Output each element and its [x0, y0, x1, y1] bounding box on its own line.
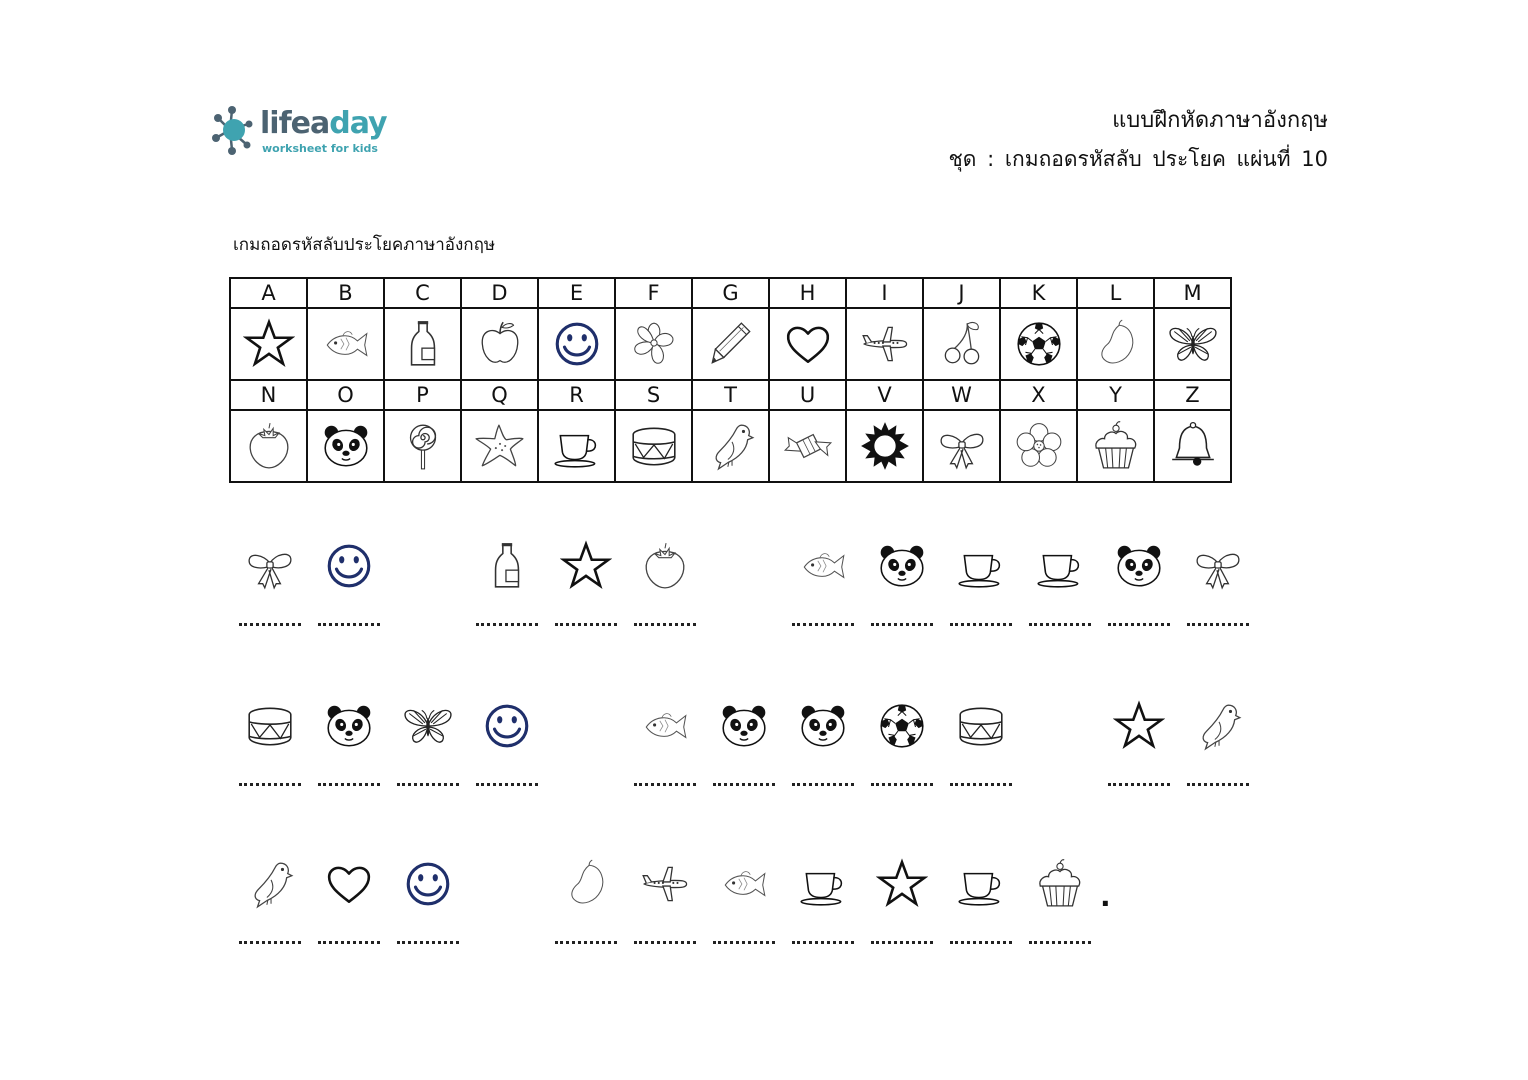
panda-icon — [876, 540, 928, 592]
puzzle-cell — [467, 540, 546, 592]
answer-blank[interactable] — [1187, 783, 1249, 786]
key-symbol-cell — [923, 308, 1000, 380]
answer-blank[interactable] — [950, 941, 1012, 944]
mango-icon — [560, 858, 612, 910]
answer-blank[interactable] — [1029, 623, 1091, 626]
key-letter: J — [923, 278, 1000, 308]
key-symbol-cell — [230, 308, 307, 380]
puzzle-cell — [862, 858, 941, 910]
key-letter: S — [615, 380, 692, 410]
airplane-icon — [859, 318, 911, 370]
answer-blank[interactable] — [792, 623, 854, 626]
key-letter: K — [1000, 278, 1077, 308]
key-letter: T — [692, 380, 769, 410]
puzzle-cell — [1020, 858, 1099, 910]
drum-icon — [955, 700, 1007, 752]
star-icon — [876, 858, 928, 910]
answer-blank[interactable] — [318, 623, 380, 626]
key-symbol-cell — [1154, 308, 1231, 380]
answer-blank[interactable] — [1029, 941, 1091, 944]
logo-wordmark: lifeaday — [260, 106, 387, 141]
puzzle-row — [0, 858, 1528, 978]
smiley-icon — [402, 858, 454, 910]
answer-blank[interactable] — [950, 623, 1012, 626]
answer-blank[interactable] — [239, 783, 301, 786]
key-symbol-cell — [846, 308, 923, 380]
bird-icon — [705, 420, 757, 472]
answer-blank[interactable] — [792, 783, 854, 786]
answer-blank[interactable] — [950, 783, 1012, 786]
key-symbol-cell — [769, 410, 846, 482]
puzzle-cell — [1020, 540, 1099, 592]
fish-icon — [639, 700, 691, 752]
drum-icon — [244, 700, 296, 752]
answer-blank[interactable] — [555, 941, 617, 944]
puzzle-cell — [783, 858, 862, 910]
key-symbol-cell — [461, 308, 538, 380]
fish-icon — [320, 318, 372, 370]
smiley-icon — [481, 700, 533, 752]
answer-blank[interactable] — [871, 941, 933, 944]
bottle-icon — [397, 318, 449, 370]
puzzle-cell — [230, 858, 309, 910]
puzzle-cell — [230, 540, 309, 592]
answer-blank[interactable] — [555, 623, 617, 626]
bow-icon — [1192, 540, 1244, 592]
key-symbol-cell — [1000, 308, 1077, 380]
key-letter: A — [230, 278, 307, 308]
key-letter: D — [461, 278, 538, 308]
puzzle-cell — [783, 700, 862, 752]
puzzle-cell — [862, 700, 941, 752]
bell-icon — [1167, 420, 1219, 472]
answer-blank[interactable] — [476, 783, 538, 786]
puzzle-cell — [862, 540, 941, 592]
cup-icon — [955, 540, 1007, 592]
key-symbol-cell — [461, 410, 538, 482]
puzzle-cell — [941, 858, 1020, 910]
puzzle-cell — [704, 858, 783, 910]
heart-icon — [323, 858, 375, 910]
butterfly-icon — [1167, 318, 1219, 370]
puzzle-cell — [388, 858, 467, 910]
puzzle-cell — [625, 858, 704, 910]
bow-icon — [936, 420, 988, 472]
smiley-icon — [323, 540, 375, 592]
puzzle-cell — [941, 700, 1020, 752]
worksheet-title: แบบฝึกหัดภาษาอังกฤษ — [1112, 108, 1328, 133]
key-symbol-cell — [384, 308, 461, 380]
flower-icon — [628, 318, 680, 370]
key-symbol-cell — [692, 410, 769, 482]
answer-blank[interactable] — [318, 783, 380, 786]
cherry-icon — [936, 318, 988, 370]
puzzle-cell — [546, 540, 625, 592]
key-symbol-cell — [769, 308, 846, 380]
panda-icon — [797, 700, 849, 752]
strawberry-icon — [243, 420, 295, 472]
blossom-icon — [1013, 420, 1065, 472]
panda-icon — [1113, 540, 1165, 592]
key-letter: W — [923, 380, 1000, 410]
puzzle-cell — [309, 858, 388, 910]
starfish-icon — [474, 420, 526, 472]
key-letter: B — [307, 278, 384, 308]
answer-blank[interactable] — [634, 623, 696, 626]
answer-blank[interactable] — [634, 783, 696, 786]
instruction-text: เกมถอดรหัสลับประโยคภาษาอังกฤษ — [233, 235, 496, 255]
answer-blank[interactable] — [239, 941, 301, 944]
key-letter: X — [1000, 380, 1077, 410]
apple-icon — [474, 318, 526, 370]
candy-icon — [782, 420, 834, 472]
star-icon — [243, 318, 295, 370]
heart-icon — [782, 318, 834, 370]
key-symbol-cell — [307, 308, 384, 380]
answer-blank[interactable] — [1108, 783, 1170, 786]
smiley-icon — [551, 318, 603, 370]
panda-icon — [323, 700, 375, 752]
puzzle-cell — [467, 700, 546, 752]
logo — [210, 104, 410, 160]
cupcake-icon — [1090, 420, 1142, 472]
key-letter: C — [384, 278, 461, 308]
puzzle-cell — [1099, 540, 1178, 592]
key-symbol-cell — [1077, 308, 1154, 380]
key-symbol-cell — [1000, 410, 1077, 482]
key-symbol-cell — [846, 410, 923, 482]
puzzle-cell — [309, 700, 388, 752]
puzzle-cell — [625, 700, 704, 752]
key-letter-row — [230, 380, 1231, 410]
strawberry-icon — [639, 540, 691, 592]
key-symbol-cell — [538, 410, 615, 482]
puzzle-cell — [783, 540, 862, 592]
key-letter: V — [846, 380, 923, 410]
puzzle-cell — [704, 700, 783, 752]
mango-icon — [1090, 318, 1142, 370]
answer-blank[interactable] — [1187, 623, 1249, 626]
cipher-key-table — [229, 277, 1232, 483]
bottle-icon — [481, 540, 533, 592]
drum-icon — [628, 420, 680, 472]
puzzle-cell — [941, 540, 1020, 592]
star-icon — [1113, 700, 1165, 752]
key-letter: Q — [461, 380, 538, 410]
puzzle-cell — [1178, 540, 1257, 592]
key-symbol-cell — [615, 410, 692, 482]
answer-blank[interactable] — [713, 783, 775, 786]
answer-blank[interactable] — [318, 941, 380, 944]
bow-icon — [244, 540, 296, 592]
key-icon-row — [230, 410, 1231, 482]
answer-blank[interactable] — [871, 623, 933, 626]
key-letter: G — [692, 278, 769, 308]
cup-icon — [955, 858, 1007, 910]
molecule-dots-icon — [210, 104, 260, 156]
puzzle-cell — [1178, 700, 1257, 752]
sun-icon — [859, 420, 911, 472]
bird-icon — [1192, 700, 1244, 752]
key-symbol-cell — [923, 410, 1000, 482]
puzzle-cell — [625, 540, 704, 592]
soccer-ball-icon — [1013, 318, 1065, 370]
key-letter: E — [538, 278, 615, 308]
cupcake-icon — [1034, 858, 1086, 910]
puzzle-cell — [309, 540, 388, 592]
puzzle-row — [0, 700, 1528, 820]
key-symbol-cell — [384, 410, 461, 482]
panda-icon — [718, 700, 770, 752]
key-icon-row — [230, 308, 1231, 380]
logo-subtitle: worksheet for kids — [262, 142, 378, 155]
butterfly-icon — [402, 700, 454, 752]
key-symbol-cell — [615, 308, 692, 380]
pencil-icon — [705, 318, 757, 370]
fish-icon — [797, 540, 849, 592]
worksheet-set-line: ชุด : เกมถอดรหัสลับ ประโยค แผ่นที่ 10 — [948, 147, 1328, 171]
key-letter: F — [615, 278, 692, 308]
key-letter: Y — [1077, 380, 1154, 410]
bird-icon — [244, 858, 296, 910]
lollipop-icon — [397, 420, 449, 472]
soccer-ball-icon — [876, 700, 928, 752]
answer-blank[interactable] — [239, 623, 301, 626]
key-letter: R — [538, 380, 615, 410]
cup-icon — [797, 858, 849, 910]
answer-blank[interactable] — [1108, 623, 1170, 626]
key-letter-row — [230, 278, 1231, 308]
key-symbol-cell — [1077, 410, 1154, 482]
star-icon — [560, 540, 612, 592]
answer-blank[interactable] — [634, 941, 696, 944]
key-symbol-cell — [538, 308, 615, 380]
key-symbol-cell — [1154, 410, 1231, 482]
key-letter: P — [384, 380, 461, 410]
sentence-period: . — [1100, 880, 1111, 913]
cup-icon — [1034, 540, 1086, 592]
puzzle-cell — [230, 700, 309, 752]
key-symbol-cell — [307, 410, 384, 482]
puzzle-cell — [1099, 700, 1178, 752]
key-letter: H — [769, 278, 846, 308]
key-letter: L — [1077, 278, 1154, 308]
airplane-icon — [639, 858, 691, 910]
puzzle-cell — [388, 700, 467, 752]
answer-blank[interactable] — [871, 783, 933, 786]
key-letter: M — [1154, 278, 1231, 308]
key-letter: Z — [1154, 380, 1231, 410]
answer-blank[interactable] — [476, 623, 538, 626]
answer-blank[interactable] — [713, 941, 775, 944]
key-letter: O — [307, 380, 384, 410]
key-letter: I — [846, 278, 923, 308]
fish-icon — [718, 858, 770, 910]
puzzle-row — [0, 540, 1528, 660]
cup-icon — [551, 420, 603, 472]
key-symbol-cell — [692, 308, 769, 380]
answer-blank[interactable] — [397, 783, 459, 786]
puzzle-cell — [546, 858, 625, 910]
answer-blank[interactable] — [397, 941, 459, 944]
key-symbol-cell — [230, 410, 307, 482]
key-letter: U — [769, 380, 846, 410]
answer-blank[interactable] — [792, 941, 854, 944]
key-letter: N — [230, 380, 307, 410]
panda-icon — [320, 420, 372, 472]
